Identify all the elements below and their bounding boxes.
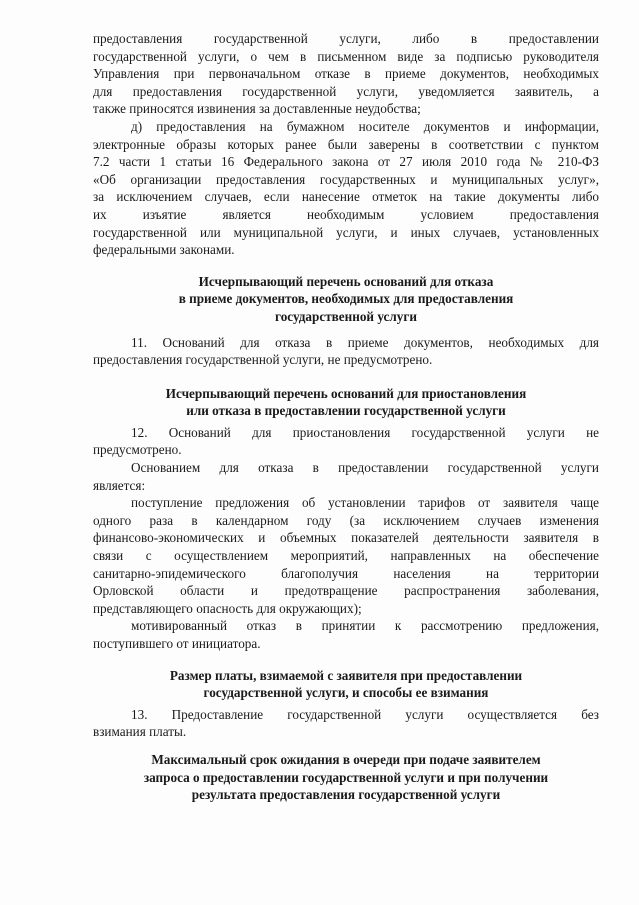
text-line: д) предоставления на бумажном носителе документов и информации, bbox=[131, 118, 599, 134]
text-line: представляющего опасность для окружающих); bbox=[93, 600, 362, 616]
heading-line: Исчерпывающий перечень оснований для отказа bbox=[198, 273, 494, 289]
text-line: Орловской области и предотвращение распространения заболевания, bbox=[93, 583, 599, 599]
paragraph bbox=[93, 424, 599, 459]
text-line: их изъятие является необходимым условием предоставления bbox=[93, 206, 599, 222]
heading-line: результата предоставления государственной услуги bbox=[191, 787, 501, 803]
paragraph bbox=[93, 334, 599, 369]
text-line: финансово-экономических и объемных показателей деятельности заявителя в bbox=[93, 530, 599, 546]
heading-line: государственной услуги bbox=[275, 308, 417, 324]
text-line: также приносятся извинения за доставленные неудобства; bbox=[93, 101, 421, 117]
text-line: является: bbox=[93, 477, 146, 493]
text-line: Основанием для отказа в предоставлении государственной услуги bbox=[131, 460, 599, 476]
text-line: связи с осуществлением мероприятий, направленных на обеспечение bbox=[93, 548, 599, 564]
text-line: Управления при первоначальном отказе в приеме документов, необходимых bbox=[93, 66, 599, 82]
heading-line: Исчерпывающий перечень оснований для приостановления bbox=[165, 385, 527, 401]
text-line: электронные образы которых ранее были заверены в соответствии с пунктом bbox=[93, 136, 599, 152]
text-line: 7.2 части 1 статьи 16 Федерального закона от 27 июля 2010 года № 210-ФЗ bbox=[93, 154, 599, 170]
heading-line: Максимальный срок ожидания в очереди при подаче заявителем bbox=[151, 751, 541, 767]
heading-line: государственной услуги, и способы ее взимания bbox=[203, 685, 489, 701]
paragraph bbox=[93, 459, 599, 494]
text-line: мотивированный отказ в принятии к рассмотрению предложения, bbox=[131, 618, 599, 634]
document-body bbox=[93, 30, 599, 804]
text-line: предоставления государственной услуги, либо в предоставлении bbox=[93, 31, 599, 46]
text-line: предоставления государственной услуги, не предусмотрено. bbox=[93, 352, 433, 368]
text-line: поступившего от инициатора. bbox=[93, 636, 261, 651]
paragraph bbox=[93, 118, 599, 259]
paragraph bbox=[93, 30, 599, 118]
heading-line: Размер платы, взимаемой с заявителя при предоставлении bbox=[169, 667, 523, 683]
text-line: предусмотрено. bbox=[93, 442, 182, 458]
paragraph bbox=[93, 494, 599, 617]
text-line: 12. Оснований для приостановления государственной услуги не bbox=[131, 424, 599, 440]
text-line: «Об организации предоставления государственных и муниципальных услуг», bbox=[93, 171, 599, 187]
text-line: для предоставления государственной услуги, уведомляется заявитель, а bbox=[93, 83, 599, 99]
text-line: поступление предложения об установлении тарифов от заявителя чаще bbox=[131, 495, 599, 511]
paragraph bbox=[93, 617, 599, 652]
text-line: одного раза в календарном году (за исключением случаев изменения bbox=[93, 512, 599, 528]
text-line: за исключением случаев, если нанесение отметок на такие документы либо bbox=[93, 189, 599, 205]
section-heading bbox=[93, 385, 599, 420]
text-line: 11. Оснований для отказа в приеме документов, необходимых для bbox=[131, 334, 599, 350]
heading-line: запроса о предоставлении государственной услуги и при получении bbox=[143, 769, 549, 785]
text-line: государственной или муниципальной услуги, и иных случаев, установленных bbox=[93, 224, 599, 240]
text-line: федеральными законами. bbox=[93, 242, 235, 258]
paragraph bbox=[93, 706, 599, 741]
text-line: взимания платы. bbox=[93, 724, 187, 740]
section-heading bbox=[93, 273, 599, 326]
section-heading bbox=[93, 667, 599, 702]
heading-line: или отказа в предоставлении государственной услуги bbox=[186, 403, 506, 419]
text-line: санитарно-эпидемического благополучия населения на территории bbox=[93, 565, 599, 581]
heading-line: в приеме документов, необходимых для предоставления bbox=[178, 291, 514, 307]
section-heading bbox=[93, 751, 599, 804]
text-line: 13. Предоставление государственной услуги осуществляется без bbox=[131, 706, 599, 722]
text-line: государственной услуги, о чем в письменном виде за подписью руководителя bbox=[93, 48, 599, 64]
